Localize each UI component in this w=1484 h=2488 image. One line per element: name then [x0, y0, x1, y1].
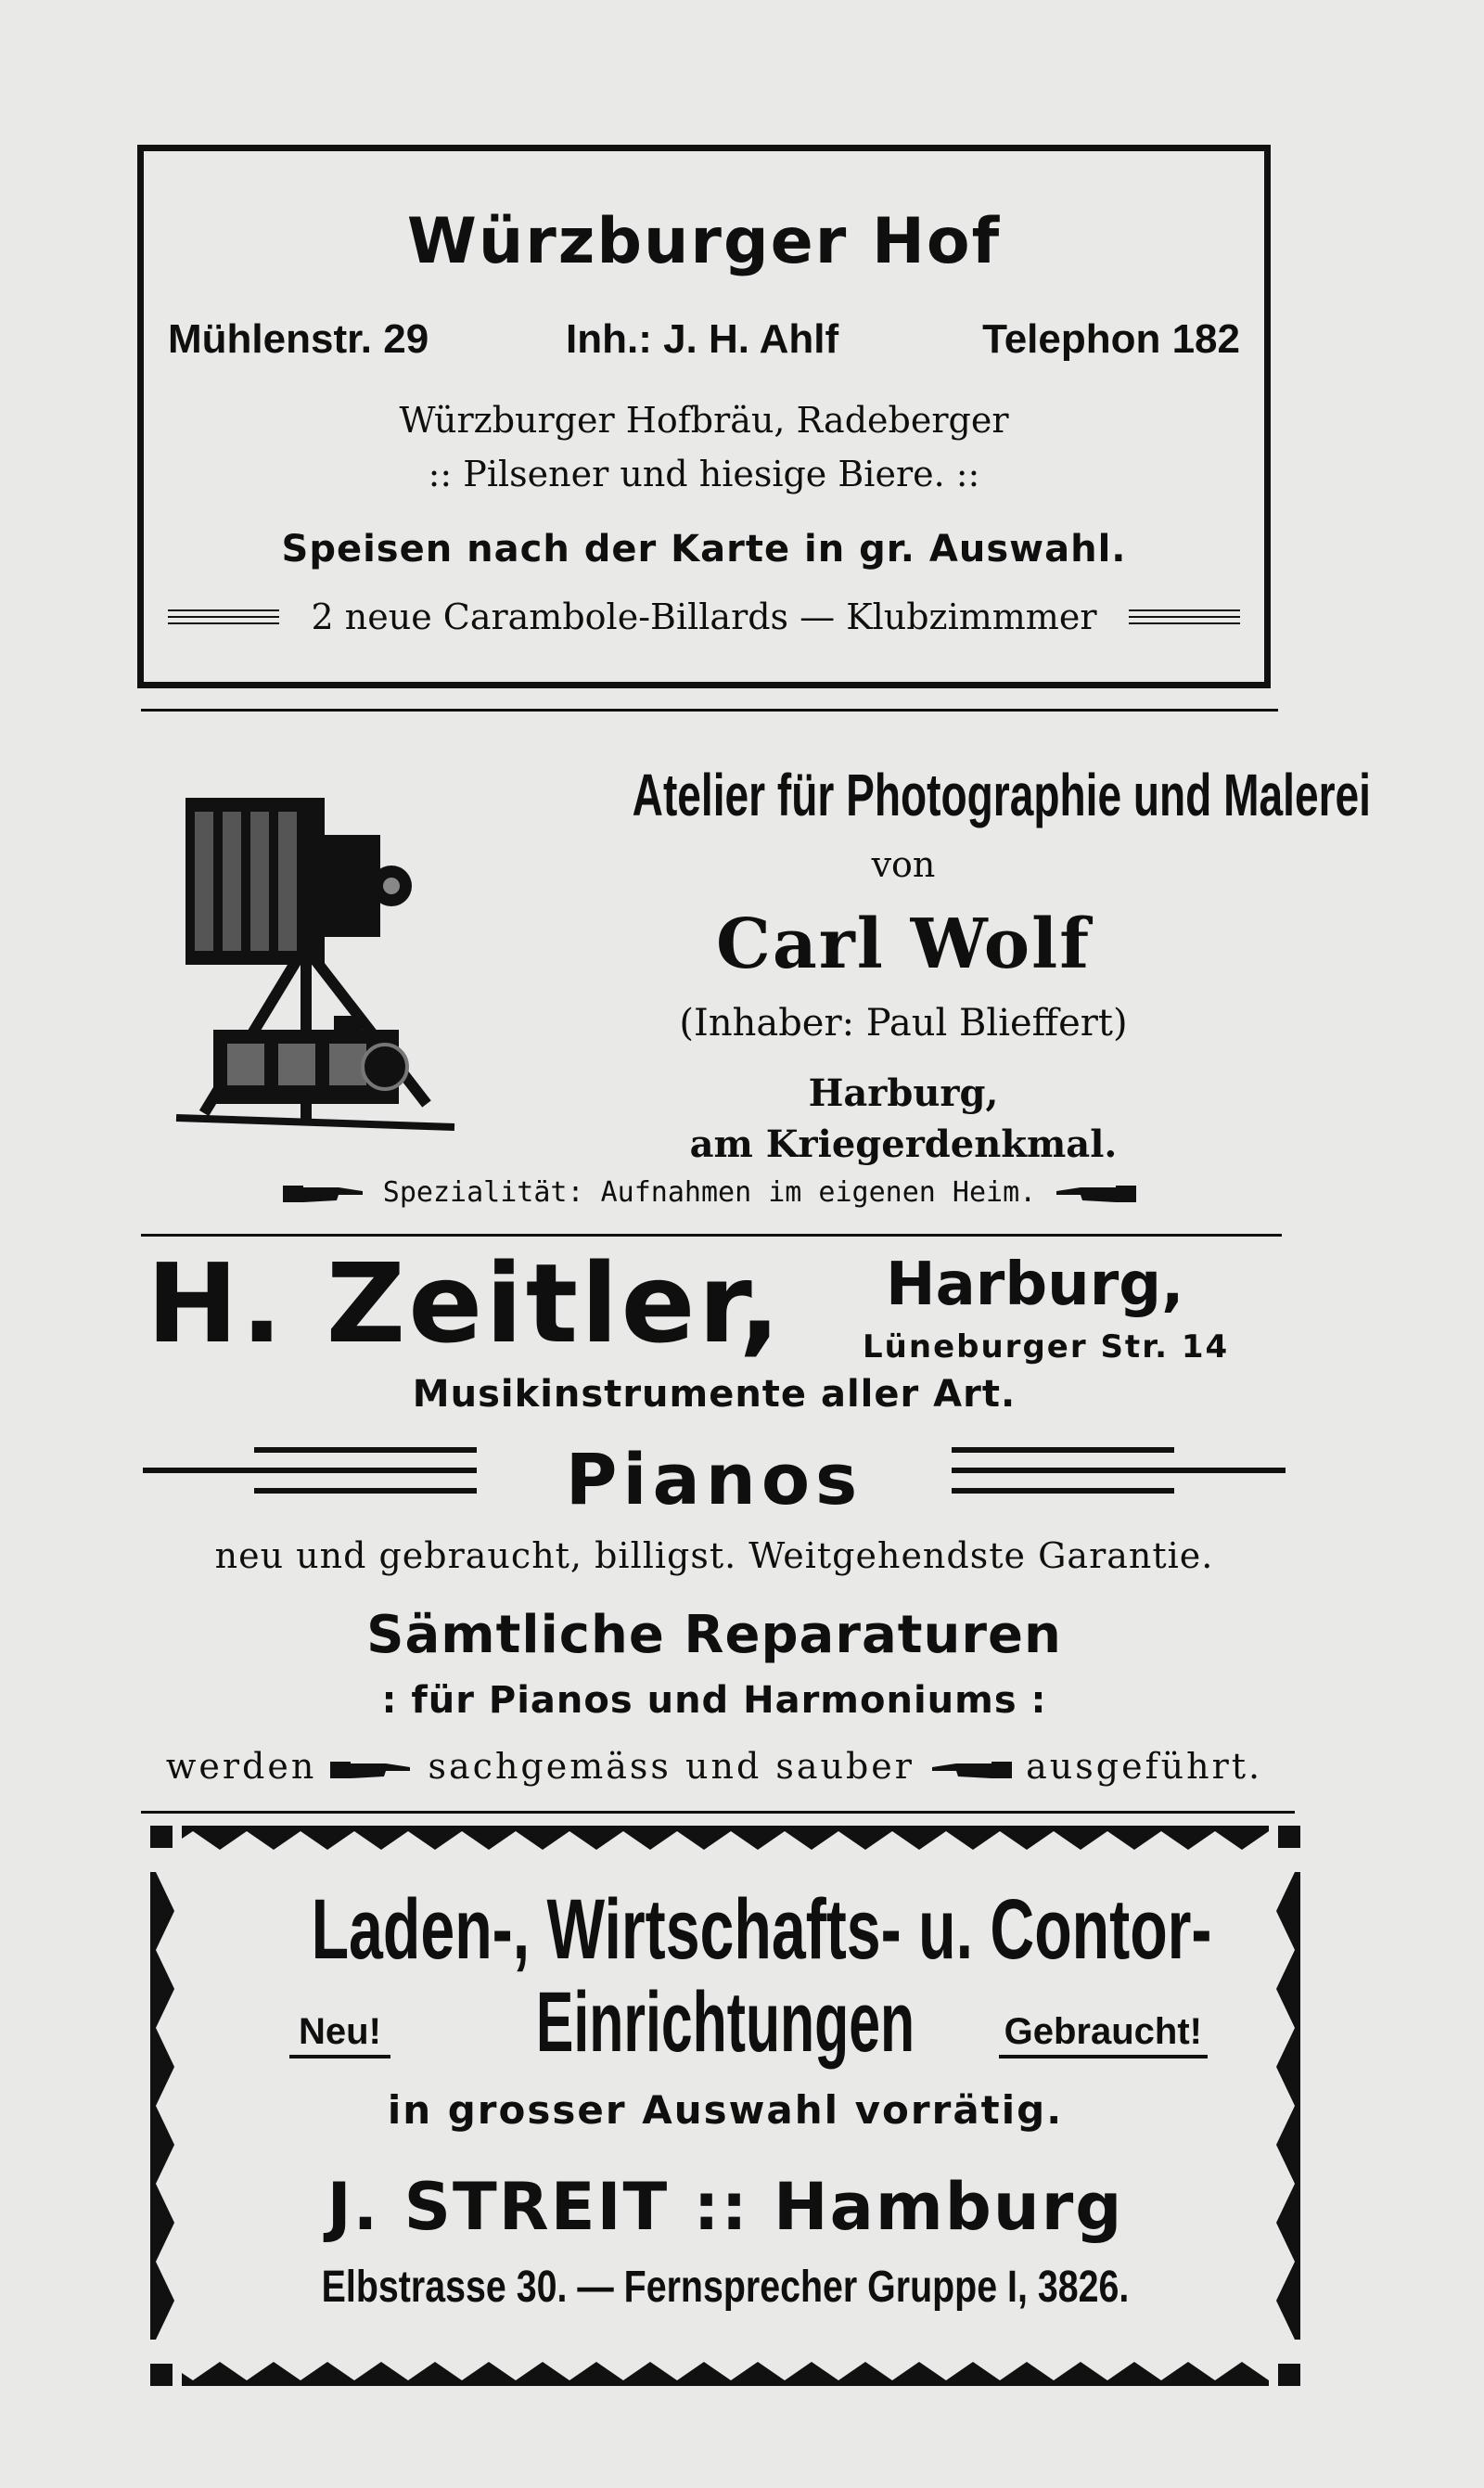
- ad1-ornament-right: [1129, 609, 1240, 624]
- frame-corner: [150, 1826, 173, 1848]
- frame-zigzag-bottom: [182, 2358, 1269, 2386]
- ad1-line3: Speisen nach der Karte in gr. Auswahl.: [281, 528, 1127, 571]
- ad1-line1: Würzburger Hofbräu, Radeberger: [399, 400, 1009, 441]
- ad4-line1: Laden-, Wirtschafts- u. Contor-: [311, 1882, 1212, 1977]
- ad3-street: Lüneburger Str. 14: [863, 1328, 1230, 1366]
- ad-atelier: [139, 724, 1371, 1225]
- ad3-name: H. Zeitler,: [147, 1239, 784, 1367]
- ad4-line3: in grosser Auswahl vorrätig.: [387, 2087, 1064, 2133]
- ad2-name: Carl Wolf: [715, 904, 1092, 984]
- ad1-owner: Inh.: J. H. Ahlf: [566, 316, 839, 362]
- ad2-title: Atelier für Photographie und Malerei: [632, 762, 1371, 828]
- ad3-sach: sachgemäss und sauber: [428, 1746, 915, 1787]
- ad1-title: Würzburger Hof: [406, 205, 1002, 278]
- frame-corner: [150, 2364, 173, 2386]
- frame-corner: [1278, 2364, 1300, 2386]
- frame-zigzag-top: [182, 1826, 1269, 1853]
- ad1-address: Mühlenstr. 29: [168, 316, 429, 362]
- ad-streit: [150, 1826, 1300, 2386]
- ad4-neu: Neu!: [289, 2011, 390, 2058]
- ad2-city: Harburg,: [808, 1071, 999, 1115]
- ad2-special-row: [139, 1176, 1280, 1209]
- ad-wuerzburger-hof: [137, 145, 1271, 688]
- camera-illustration: [148, 761, 482, 1150]
- divider-1: [141, 709, 1278, 712]
- pointing-hand-icon: [330, 1758, 414, 1782]
- ad3-bottom-row: [139, 1746, 1289, 1787]
- ad2-von: von: [871, 844, 936, 885]
- ad4-address: Elbstrasse 30. — Fernsprecher Gruppe I, 3826.: [321, 2263, 1130, 2312]
- pointing-hand-icon: [928, 1758, 1012, 1782]
- ad1-line4: 2 neue Carambole-Billards — Klubzimmmer: [311, 596, 1097, 637]
- ad1-line2: :: Pilsener und hiesige Biere. ::: [428, 454, 980, 494]
- ad4-firm: J. STREIT :: Hamburg: [326, 2169, 1124, 2245]
- ad2-owner: (Inhaber: Paul Blieffert): [679, 1002, 1128, 1045]
- ad3-pianos: Pianos: [565, 1438, 864, 1520]
- ad3-ornament-right: [952, 1447, 1286, 1494]
- frame-corner: [1278, 1826, 1300, 1848]
- ad3-city: Harburg,: [886, 1250, 1184, 1319]
- ad-zeitler: [139, 1239, 1289, 1809]
- ad2-location: am Kriegerdenkmal.: [689, 1122, 1118, 1166]
- ad3-werden: werden: [165, 1746, 317, 1787]
- ad3-ausg: ausgeführt.: [1026, 1746, 1263, 1787]
- ad2-special: Spezialität: Aufnahmen im eigenen Heim.: [382, 1176, 1037, 1209]
- ad3-repair-for: : für Pianos und Harmoniums :: [381, 1679, 1047, 1722]
- ad3-repair: Sämtliche Reparaturen: [366, 1605, 1062, 1665]
- ad4-einrichtungen: Einrichtungen: [535, 1975, 915, 2070]
- divider-3: [141, 1811, 1295, 1814]
- ad3-line1: neu und gebraucht, billigst. Weitgehendste Garantie.: [214, 1535, 1214, 1576]
- pointing-hand-icon: [1053, 1182, 1136, 1206]
- ad4-gebraucht: Gebraucht!: [999, 2011, 1208, 2058]
- ad3-sub: Musikinstrumente aller Art.: [412, 1373, 1017, 1416]
- pointing-hand-icon: [283, 1182, 366, 1206]
- ad1-phone: Telephon 182: [982, 316, 1240, 362]
- divider-2: [141, 1234, 1282, 1237]
